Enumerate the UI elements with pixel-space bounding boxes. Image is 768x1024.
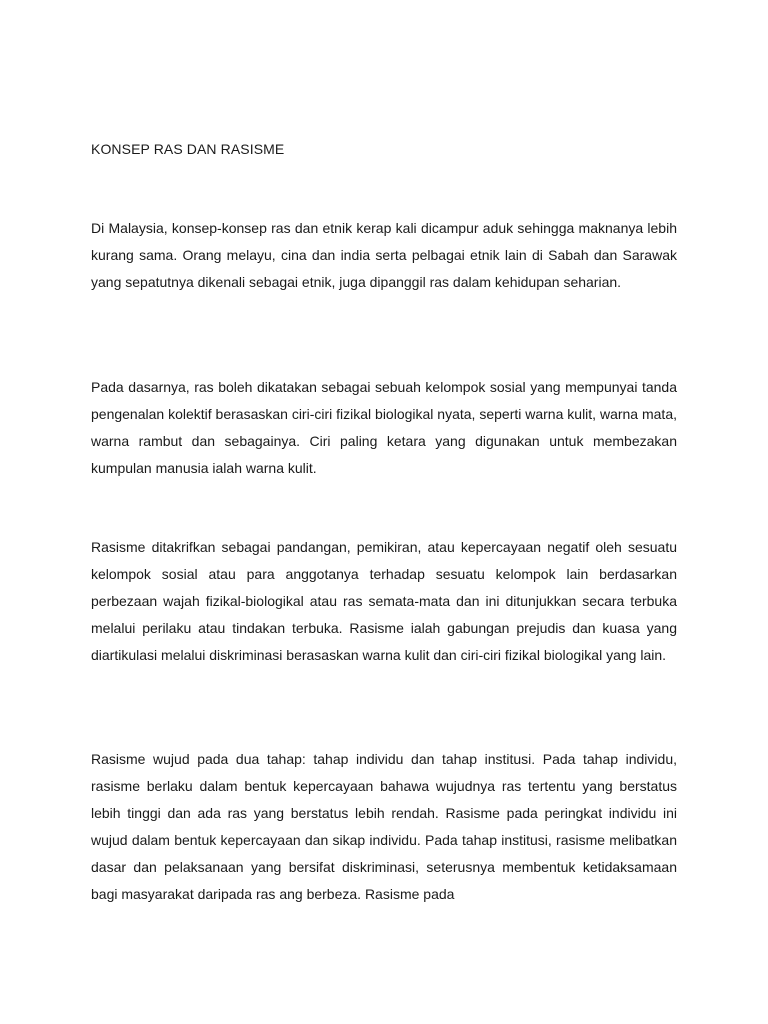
paragraph-4: Rasisme wujud pada dua tahap: tahap individu dan tahap institusi. Pada tahap individu, rasisme berlaku dalam bentuk kepercayaan bahawa wujudnya ras tertentu yang berstatus lebih tinggi dan ada ras yang berstatus lebih rendah. Rasisme pada peringkat individu ini wujud dalam bentuk kepercayaan dan sikap individu. Pada tahap institusi, rasisme melibatkan dasar dan pelaksanaan yang bersifat diskriminasi, seterusnya membentuk ketidaksamaan bagi masyarakat daripada ras ang berbeza. Rasisme pada: [91, 751, 677, 902]
paragraph-1: Di Malaysia, konsep-konsep ras dan etnik kerap kali dicampur aduk sehingga maknanya lebih kurang sama. Orang melayu, cina dan india serta pelbagai etnik lain di Sabah dan Sarawak yang sepatutnya dikenali sebagai etnik, juga dipanggil ras dalam kehidupan seharian.: [91, 220, 677, 290]
document-title: KONSEP RAS DAN RASISME: [91, 141, 285, 157]
document-page: [91, 0, 677, 1024]
paragraph-3: Rasisme ditakrifkan sebagai pandangan, pemikiran, atau kepercayaan negatif oleh sesuatu kelompok sosial atau para anggotanya terhadap sesuatu kelompok lain berdasarkan perbezaan wajah fizikal-biologikal atau ras semata-mata dan ini ditunjukkan secara terbuka melalui perilaku atau tindakan terbuka. Rasisme ialah gabungan prejudis dan kuasa yang diartikulasi melalui diskriminasi berasaskan warna kulit dan ciri-ciri fizikal biologikal yang lain.: [91, 539, 677, 663]
paragraph-2: Pada dasarnya, ras boleh dikatakan sebagai sebuah kelompok sosial yang mempunyai tanda pengenalan kolektif berasaskan ciri-ciri fizikal biologikal nyata, seperti warna kulit, warna mata, warna rambut dan sebagainya. Ciri paling ketara yang digunakan untuk membezakan kumpulan manusia ialah warna kulit.: [91, 379, 677, 476]
